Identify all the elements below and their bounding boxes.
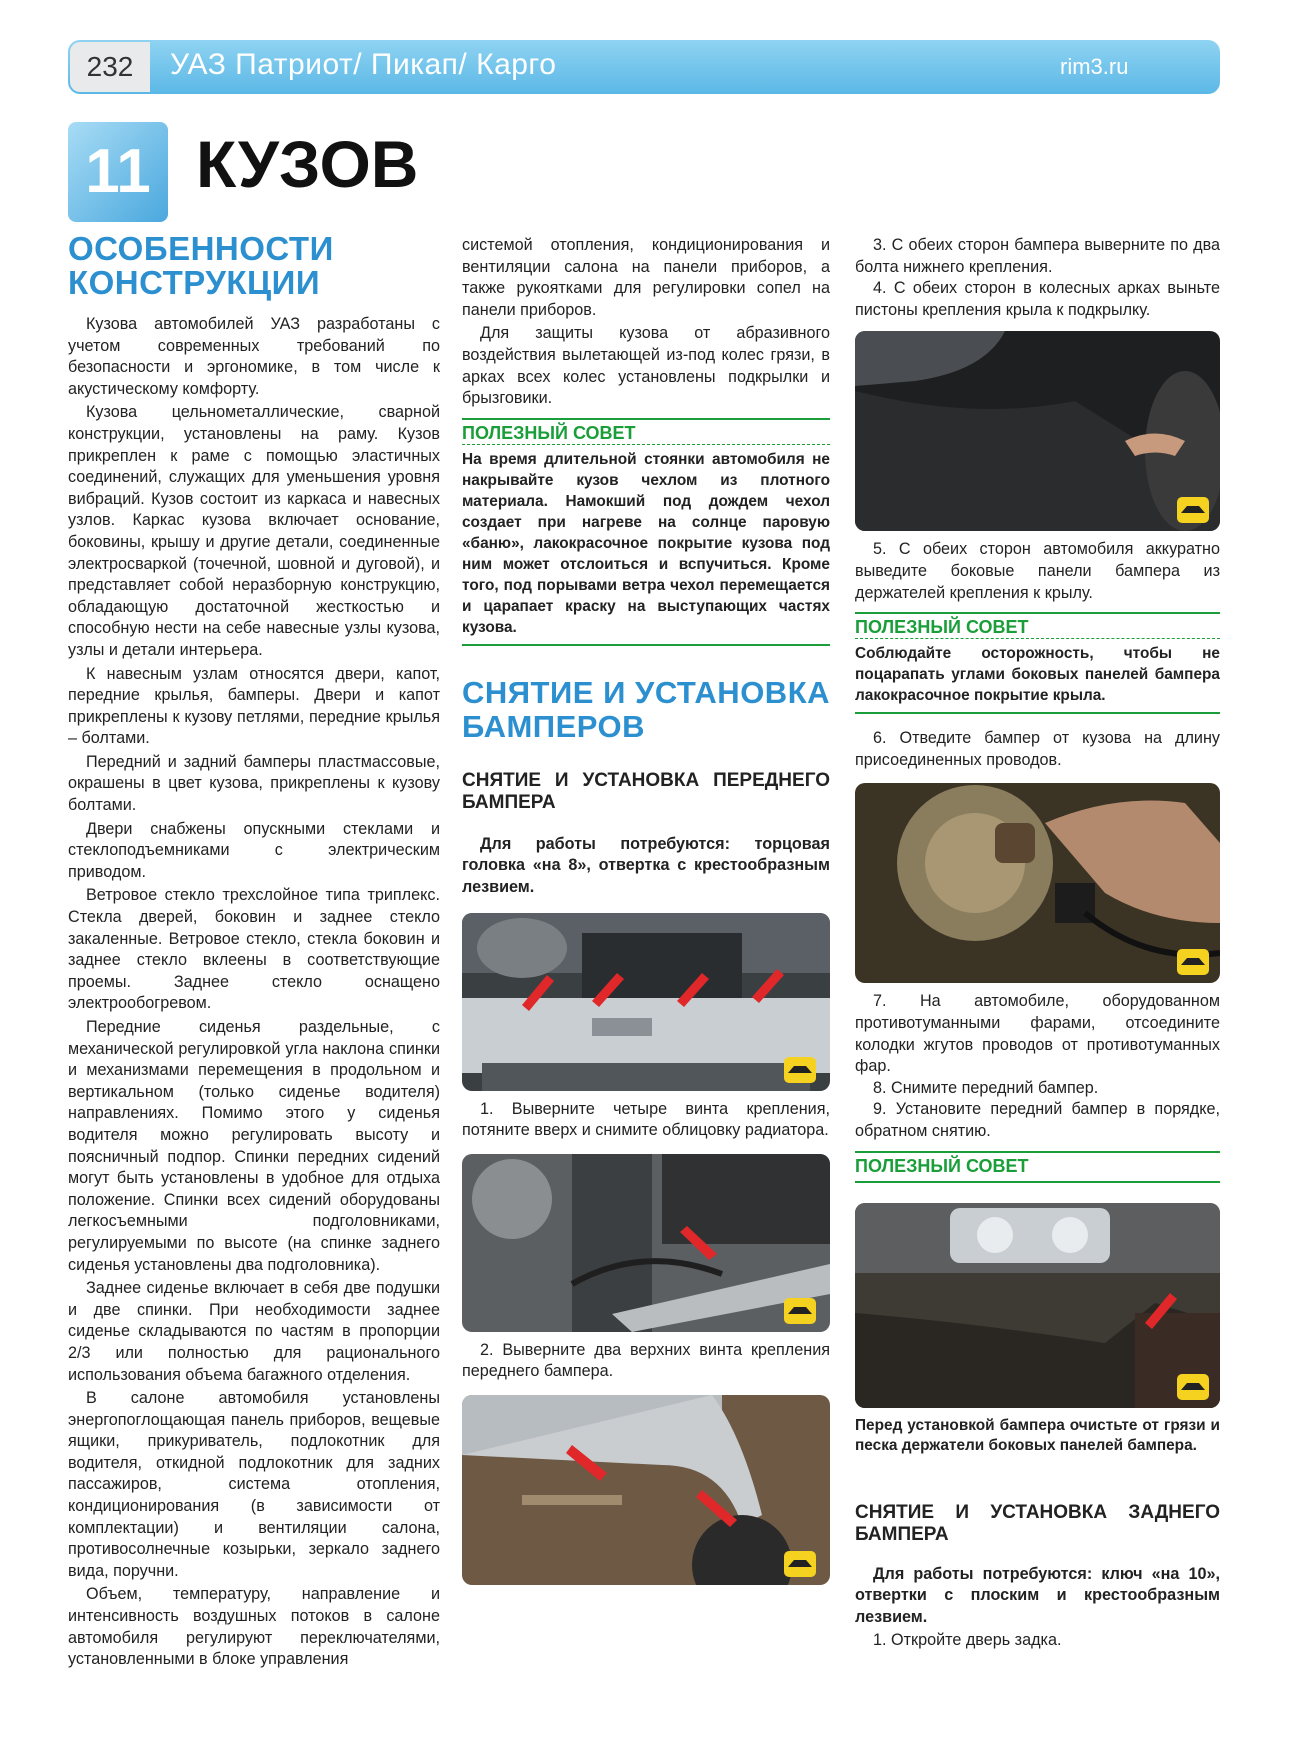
chapter-title: КУЗОВ	[196, 127, 419, 201]
tip-box	[855, 612, 1220, 714]
photo-fog-light-connector	[855, 783, 1220, 983]
tip-box	[855, 1151, 1220, 1183]
subsection-title-rear-bumper: СНЯТИЕ И УСТАНОВКА ЗАДНЕГО БАМПЕРА	[855, 1501, 1220, 1545]
paragraph: В салоне автомобиля установлены энергопоглощающая панель приборов, вещевые ящики, прикуриватель, подлокотник для водителя, откидной подлокотник для задних пассажиров, система отопления, кондиционирования (в зависимости от комплектации) и вентиляции салона, противосолнечные козырьки, зеркало заднего вида, поручни.	[68, 1389, 440, 1580]
paragraph: системой отопления, кондиционирования и вентиляции салона на панели приборов, а также рукоятками для регулировки сопел на панели приборов.	[462, 236, 830, 319]
column-3	[855, 235, 1220, 1652]
book-title: УАЗ Патриот/ Пикап/ Карго	[170, 48, 557, 81]
step-5-text: 5. С обеих сторон автомобиля аккуратно выведите боковые панели бампера из держателей крепления к крылу.	[855, 540, 1220, 602]
tip-heading: ПОЛЕЗНЫЙ СОВЕТ	[462, 422, 830, 445]
column-2	[462, 235, 830, 1593]
tip-box	[462, 418, 830, 646]
paragraph: Для защиты кузова от абразивного воздействия вылетающей из-под колес грязи, в арках всех колес установлены подкрылки и брызговики.	[462, 324, 830, 408]
section-title-features: ОСОБЕННОСТИ КОНСТРУКЦИИ	[68, 230, 334, 301]
section-title-bumpers: СНЯТИЕ И УСТАНОВКА БАМПЕРОВ	[462, 674, 830, 744]
site-url[interactable]: rim3.ru	[1060, 54, 1129, 79]
tip-text: Соблюдайте осторожность, чтобы не поцарапать углами боковых панелей бампера лакокрасочное покрытие крыла.	[855, 645, 1220, 705]
paragraph: Заднее сиденье включает в себя две подушки и две спинки. При необходимости заднее сиденье складываются по частям в пропорции 2/3 или полностью для рационального использования объема багажного отделения.	[68, 1279, 440, 1384]
column-1	[68, 232, 440, 1673]
paragraph: Передний и задний бамперы пластмассовые, окрашены в цвет кузова, прикреплены к кузову болтами.	[68, 752, 440, 815]
paragraph: Кузова автомобилей УАЗ разработаны с учетом современных требований по безопасности и эргономике, в том числе к акустическому комфорту.	[68, 315, 440, 398]
tip-heading: ПОЛЕЗНЫЙ СОВЕТ	[855, 1155, 1029, 1176]
tools-required: Для работы потребуются: торцовая головка «на 8», отвертка с крестообразным лезвием.	[462, 834, 830, 896]
step-6-text: 6. Отведите бампер от кузова на длину присоединенных проводов.	[855, 729, 1220, 769]
chapter-number-badge: 11	[68, 122, 168, 222]
step-9-text: 9. Установите передний бампер в порядке, обратном снятию.	[855, 1100, 1220, 1140]
paragraph: К навесным узлам относятся двери, капот, передние крылья, бамперы. Двери и капот прикреплены к кузову петлями, передние крылья – болтами.	[68, 664, 440, 748]
photo-upper-bumper-screws	[462, 1154, 830, 1332]
tip-heading: ПОЛЕЗНЫЙ СОВЕТ	[855, 616, 1220, 639]
step-4-text: 4. С обеих сторон в колесных арках выньте пистоны крепления крыла к подкрылку.	[855, 279, 1220, 319]
page-number: 232	[70, 42, 150, 92]
step-8-text: 8. Снимите передний бампер.	[873, 1078, 1099, 1097]
step-2-text: 2. Выверните два верхних винта крепления переднего бампера.	[462, 1340, 830, 1381]
photo-radiator-grille	[462, 913, 830, 1091]
subsection-title-front-bumper: СНЯТИЕ И УСТАНОВКА ПЕРЕДНЕГО БАМПЕРА	[462, 769, 830, 813]
tools-required: Для работы потребуются: ключ «на 10», отвертки с плоским и крестообразным лезвием.	[855, 1564, 1220, 1626]
photo-caption: Перед установкой бампера очистьте от грязи и песка держатели боковых панелей бампера.	[855, 1416, 1220, 1454]
step-1-text: 1. Выверните четыре винта крепления, потяните вверх и снимите облицовку радиатора.	[462, 1099, 830, 1140]
step-7-text: 7. На автомобиле, оборудованном противотуманными фарами, отсоедините колодки жгутов проводов от противотуманных фар.	[855, 992, 1220, 1076]
paragraph: Двери снабжены опускными стеклами и стеклоподъемниками с электрическим приводом.	[68, 819, 440, 881]
paragraph: Объем, температуру, направление и интенсивность воздушных потоков в салоне автомобиля регулируют переключателями, установленными в блоке управления	[68, 1585, 440, 1669]
photo-wheel-arch-pistons	[855, 331, 1220, 531]
paragraph: Передние сиденья раздельные, с механической регулировкой угла наклона спинки и механизмами перемещения в продольном и вертикальном (только сиденье водителя) направлениях. Помимо этого у сиденья водителя можно регулировать высоту и поясничный подпор. Спинки передних сидений могут быть установлены в удобное для отдыха положение. Спинки всех сидений оборудованы легкосъемными подголовниками, регулируемыми по высоте (на спинке заднего сиденья установлены два подголовника).	[68, 1018, 440, 1274]
paragraph: Кузова цельнометаллические, сварной конструкции, установлены на раму. Кузов прикреплен к раме с помощью эластичных соединений, служащих для уменьшения уровня вибраций. Кузов состоит из каркаса и навесных узлов. Каркас кузова включает основание, боковины, крышу и другие детали, соединенные электросваркой (точечной, шовной и дуговой), и представляет собой неразборную конструкцию, обладающую достаточной жесткостью и способную нести на себе навесные узлы кузова, узлы и детали интерьера.	[68, 403, 440, 659]
step-3-text: 3. С обеих сторон бампера выверните по два болта нижнего крепления.	[855, 236, 1220, 276]
tip-text: На время длительной стоянки автомобиля не накрывайте кузов чехлом из плотного материала. Намокший под дождем чехол создает при нагреве на солнце паровую «баню», лакокрасочное покрытие кузова под ним может отслоиться и вспучиться. Кроме того, под порывами ветра чехол перемещается и царапает краску на выступающих частях кузова.	[462, 450, 830, 636]
paragraph: Ветровое стекло трехслойное типа триплекс. Стекла дверей, боковин и заднее стекло закаленные. Ветровое стекло, стекла боковин и заднее стекло вклеены в соответствующие проемы. Заднее стекло оснащено электрообогревом.	[68, 886, 440, 1013]
photo-bumper-holders	[855, 1203, 1220, 1408]
step-1-rear-text: 1. Откройте дверь задка.	[873, 1631, 1062, 1650]
photo-lower-bumper-bolts	[462, 1395, 830, 1585]
